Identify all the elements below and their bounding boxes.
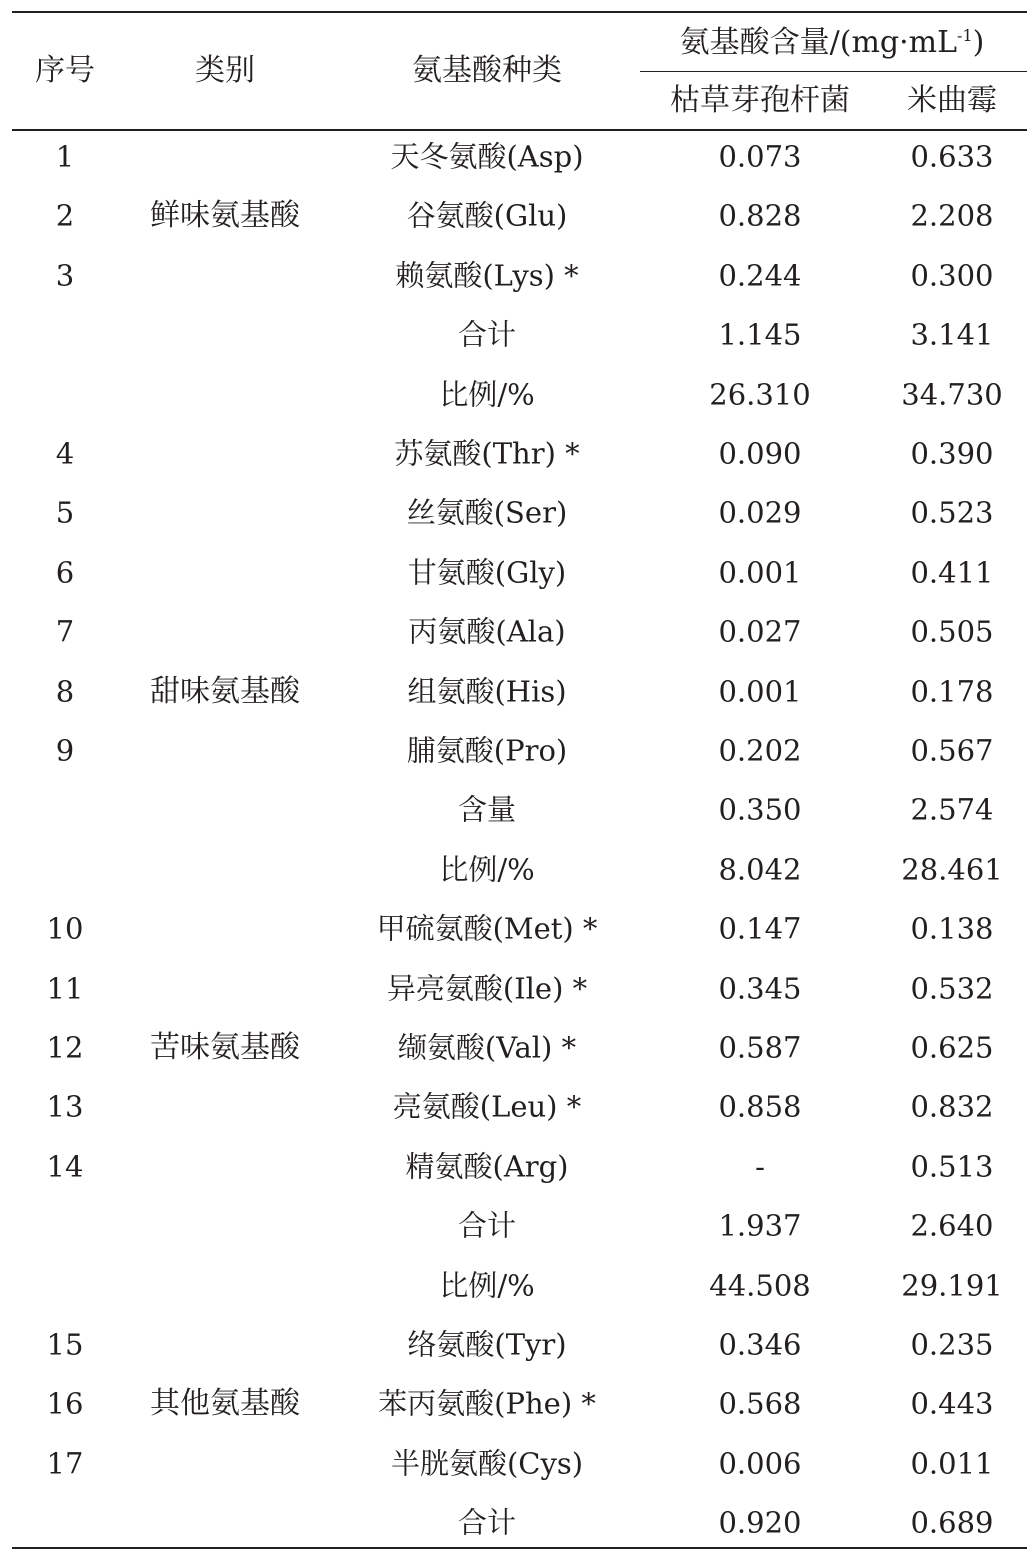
row-index: 2 xyxy=(55,198,75,233)
row-index: 3 xyxy=(55,258,75,293)
row-aspergillus-value: 34.730 xyxy=(901,377,1003,412)
header-content-group-close: ) xyxy=(972,25,985,60)
row-amino-acid: 含量 xyxy=(457,792,517,827)
row-amino-acid: 合计 xyxy=(457,1505,517,1540)
row-index: 11 xyxy=(46,971,84,1006)
row-bacillus-value: 0.027 xyxy=(718,614,802,649)
row-amino-acid: 甘氨酸(Gly) xyxy=(407,555,567,590)
row-aspergillus-value: 28.461 xyxy=(901,852,1003,887)
row-index: 14 xyxy=(46,1149,84,1184)
row-amino-acid: 比例/% xyxy=(439,1268,535,1303)
row-aspergillus-value: 0.390 xyxy=(910,436,994,471)
header-content-group-sup: -1 xyxy=(957,26,973,45)
row-aspergillus-value: 0.532 xyxy=(910,971,994,1006)
row-bacillus-value: 0.001 xyxy=(718,674,802,709)
row-index: 6 xyxy=(55,555,75,590)
row-aspergillus-value: 0.832 xyxy=(910,1089,994,1124)
row-bacillus-value: 0.568 xyxy=(718,1386,802,1421)
row-amino-acid: 络氨酸(Tyr) xyxy=(407,1327,567,1362)
header-col-bacillus: 枯草芽孢杆菌 xyxy=(670,83,850,118)
row-aspergillus-value: 0.567 xyxy=(910,733,994,768)
row-index: 9 xyxy=(55,733,75,768)
row-amino-acid: 组氨酸(His) xyxy=(407,674,567,709)
row-index: 5 xyxy=(55,495,75,530)
row-aspergillus-value: 0.689 xyxy=(910,1505,994,1540)
row-amino-acid: 苯丙氨酸(Phe) * xyxy=(378,1386,596,1421)
row-aspergillus-value: 0.138 xyxy=(910,911,994,946)
row-bacillus-value: 8.042 xyxy=(718,852,802,887)
row-amino-acid: 甲硫氨酸(Met) * xyxy=(376,911,598,946)
category-label: 鲜味氨基酸 xyxy=(150,198,300,234)
row-bacillus-value: 44.508 xyxy=(709,1268,811,1303)
row-index: 1 xyxy=(55,139,75,174)
row-index: 8 xyxy=(55,674,75,709)
row-amino-acid: 比例/% xyxy=(439,852,535,887)
row-amino-acid: 丙氨酸(Ala) xyxy=(408,614,566,649)
row-index: 13 xyxy=(46,1089,84,1124)
header-category: 类别 xyxy=(195,53,255,88)
row-bacillus-value: 0.828 xyxy=(718,198,802,233)
row-amino-acid: 缬氨酸(Val) * xyxy=(397,1030,577,1065)
row-amino-acid: 亮氨酸(Leu) * xyxy=(392,1089,582,1124)
row-amino-acid: 赖氨酸(Lys) * xyxy=(395,258,579,293)
row-amino-acid: 精氨酸(Arg) xyxy=(405,1149,569,1184)
row-aspergillus-value: 3.141 xyxy=(910,317,994,352)
row-bacillus-value: 26.310 xyxy=(709,377,811,412)
row-aspergillus-value: 0.505 xyxy=(910,614,994,649)
row-bacillus-value: 0.202 xyxy=(718,733,802,768)
category-label: 其他氨基酸 xyxy=(150,1386,300,1422)
row-amino-acid: 天冬氨酸(Asp) xyxy=(390,139,584,174)
row-bacillus-value: 0.244 xyxy=(718,258,802,293)
row-amino-acid: 半胱氨酸(Cys) xyxy=(390,1446,584,1481)
row-index: 4 xyxy=(55,436,75,471)
header-col-aspergillus: 米曲霉 xyxy=(907,83,997,118)
row-bacillus-value: 0.029 xyxy=(718,495,802,530)
row-index: 15 xyxy=(46,1327,84,1362)
row-aspergillus-value: 0.011 xyxy=(910,1446,994,1481)
table-top-rule xyxy=(12,11,1027,13)
row-bacillus-value: 1.145 xyxy=(718,317,802,352)
row-bacillus-value: 0.006 xyxy=(718,1446,802,1481)
row-aspergillus-value: 0.178 xyxy=(910,674,994,709)
row-aspergillus-value: 0.443 xyxy=(910,1386,994,1421)
row-aspergillus-value: 0.625 xyxy=(910,1030,994,1065)
category-label: 苦味氨基酸 xyxy=(150,1030,300,1065)
row-amino-acid: 比例/% xyxy=(439,377,535,412)
row-bacillus-value: 1.937 xyxy=(718,1208,802,1243)
header-amino-acid-type: 氨基酸种类 xyxy=(412,53,562,88)
header-content-group xyxy=(679,25,985,60)
row-aspergillus-value: 0.513 xyxy=(910,1149,994,1184)
row-aspergillus-value: 0.235 xyxy=(910,1327,994,1362)
header-content-group-text: 氨基酸含量/(mg·mL xyxy=(679,25,958,60)
row-bacillus-value: 0.920 xyxy=(718,1505,802,1540)
row-amino-acid: 合计 xyxy=(457,1208,517,1243)
row-bacillus-value: 0.858 xyxy=(718,1089,802,1124)
row-amino-acid: 谷氨酸(Glu) xyxy=(406,198,568,233)
row-bacillus-value: 0.090 xyxy=(718,436,802,471)
row-index: 7 xyxy=(55,614,75,649)
row-index: 10 xyxy=(46,911,84,946)
row-index: 16 xyxy=(46,1386,84,1421)
row-aspergillus-value: 0.523 xyxy=(910,495,994,530)
row-aspergillus-value: 0.300 xyxy=(910,258,994,293)
row-aspergillus-value: 0.411 xyxy=(910,555,994,590)
row-aspergillus-value: 0.633 xyxy=(910,139,994,174)
row-bacillus-value: 0.346 xyxy=(718,1327,802,1362)
category-label: 甜味氨基酸 xyxy=(150,673,300,709)
row-amino-acid: 苏氨酸(Thr) * xyxy=(394,436,580,471)
row-aspergillus-value: 2.640 xyxy=(910,1208,994,1243)
row-bacillus-value: 0.147 xyxy=(718,911,802,946)
row-aspergillus-value: 2.574 xyxy=(910,792,994,827)
row-amino-acid: 合计 xyxy=(457,317,517,352)
header-sub-rule xyxy=(640,71,1027,72)
row-bacillus-value: 0.587 xyxy=(718,1030,802,1065)
row-aspergillus-value: 2.208 xyxy=(910,198,994,233)
row-amino-acid: 丝氨酸(Ser) xyxy=(406,495,568,530)
row-amino-acid: 脯氨酸(Pro) xyxy=(406,733,568,768)
row-index: 12 xyxy=(46,1030,84,1065)
header-index: 序号 xyxy=(35,53,95,88)
header-bottom-rule xyxy=(12,129,1027,131)
row-bacillus-value: 0.001 xyxy=(718,555,802,590)
row-index: 17 xyxy=(46,1446,84,1481)
row-amino-acid: 异亮氨酸(Ile) * xyxy=(386,971,588,1006)
table-bottom-rule xyxy=(12,1547,1027,1549)
row-aspergillus-value: 29.191 xyxy=(901,1268,1003,1303)
row-bacillus-value: 0.073 xyxy=(718,139,802,174)
row-bacillus-value: - xyxy=(755,1149,765,1184)
row-bacillus-value: 0.345 xyxy=(718,971,802,1006)
row-bacillus-value: 0.350 xyxy=(718,792,802,827)
